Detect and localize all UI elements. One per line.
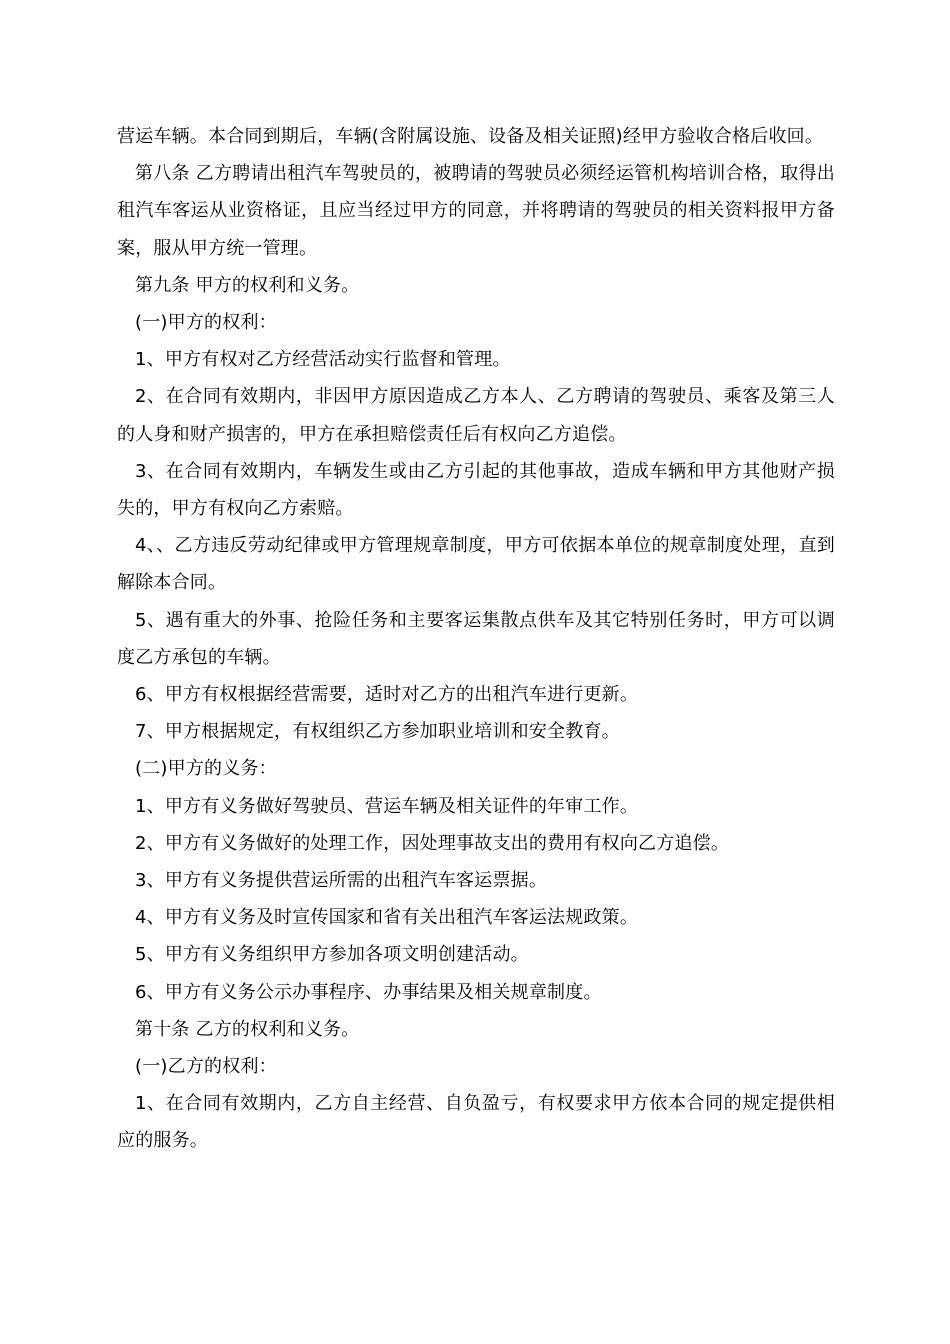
paragraph-party-a-obligation-4: 4、甲方有义务及时宣传国家和省有关出租汽车客运法规政策。 bbox=[135, 907, 639, 929]
paragraph-party-a-right-6: 6、甲方有权根据经营需要，适时对乙方的出租汽车进行更新。 bbox=[135, 684, 639, 706]
paragraph-party-a-obligation-6: 6、甲方有义务公示办事程序、办事结果及相关规章制度。 bbox=[135, 981, 602, 1003]
paragraph-party-a-right-7: 7、甲方根据规定，有权组织乙方参加职业培训和安全教育。 bbox=[135, 721, 620, 743]
paragraph-party-a-right-5: 5、遇有重大的外事、抢险任务和主要客运集散点供车及其它特别任务时，甲方可以调度乙方承包的车辆。 bbox=[117, 609, 835, 668]
paragraph-party-a-obligation-1: 1、甲方有义务做好驾驶员、营运车辆及相关证件的年审工作。 bbox=[135, 795, 639, 817]
paragraph-party-a-rights-heading: (一)甲方的权利： bbox=[135, 312, 277, 334]
paragraph-contract-return-vehicle: 营运车辆。本合同到期后，车辆(含附属设施、设备及相关证照)经甲方验收合格后收回。 bbox=[117, 126, 824, 147]
paragraph-party-b-rights-heading: (一)乙方的权利： bbox=[135, 1056, 277, 1078]
document-page bbox=[117, 118, 835, 1160]
paragraph-article-10-heading: 第十条 乙方的权利和义务。 bbox=[135, 1018, 360, 1040]
paragraph-party-a-right-3: 3、在合同有效期内，车辆发生或由乙方引起的其他事故，造成车辆和甲方其他财产损失的，甲方有权向乙方索赔。 bbox=[117, 460, 835, 520]
paragraph-party-a-obligations-heading: (二)甲方的义务： bbox=[135, 758, 277, 780]
paragraph-article-8: 第八条 乙方聘请出租汽车驾驶员的，被聘请的驾驶员必须经运管机构培训合格，取得出租汽车客运从业资格证，且应当经过甲方的同意，并将聘请的驾驶员的相关资料报甲方备案，服从甲方统一管理。 bbox=[117, 163, 835, 259]
paragraph-party-a-right-4: 4、、乙方违反劳动纪律或甲方管理规章制度，甲方可依据本单位的规章制度处理，直到解除本合同。 bbox=[117, 535, 835, 594]
paragraph-article-9-heading: 第九条 甲方的权利和义务。 bbox=[135, 274, 360, 296]
paragraph-party-a-obligation-5: 5、甲方有义务组织甲方参加各项文明创建活动。 bbox=[135, 944, 529, 966]
paragraph-party-b-right-1: 1、在合同有效期内，乙方自主经营、自负盈亏，有权要求甲方依本合同的规定提供相应的服务。 bbox=[117, 1093, 835, 1152]
paragraph-party-a-right-2: 2、在合同有效期内，非因甲方原因造成乙方本人、乙方聘请的驾驶员、乘客及第三人的人身和财产损害的，甲方在承担赔偿责任后有权向乙方追偿。 bbox=[117, 386, 835, 445]
paragraph-party-a-obligation-3: 3、甲方有义务提供营运所需的出租汽车客运票据。 bbox=[135, 870, 548, 892]
paragraph-party-a-obligation-2: 2、甲方有义务做好的处理工作，因处理事故支出的费用有权向乙方追偿。 bbox=[135, 832, 730, 854]
paragraph-party-a-right-1: 1、甲方有权对乙方经营活动实行监督和管理。 bbox=[135, 349, 511, 371]
